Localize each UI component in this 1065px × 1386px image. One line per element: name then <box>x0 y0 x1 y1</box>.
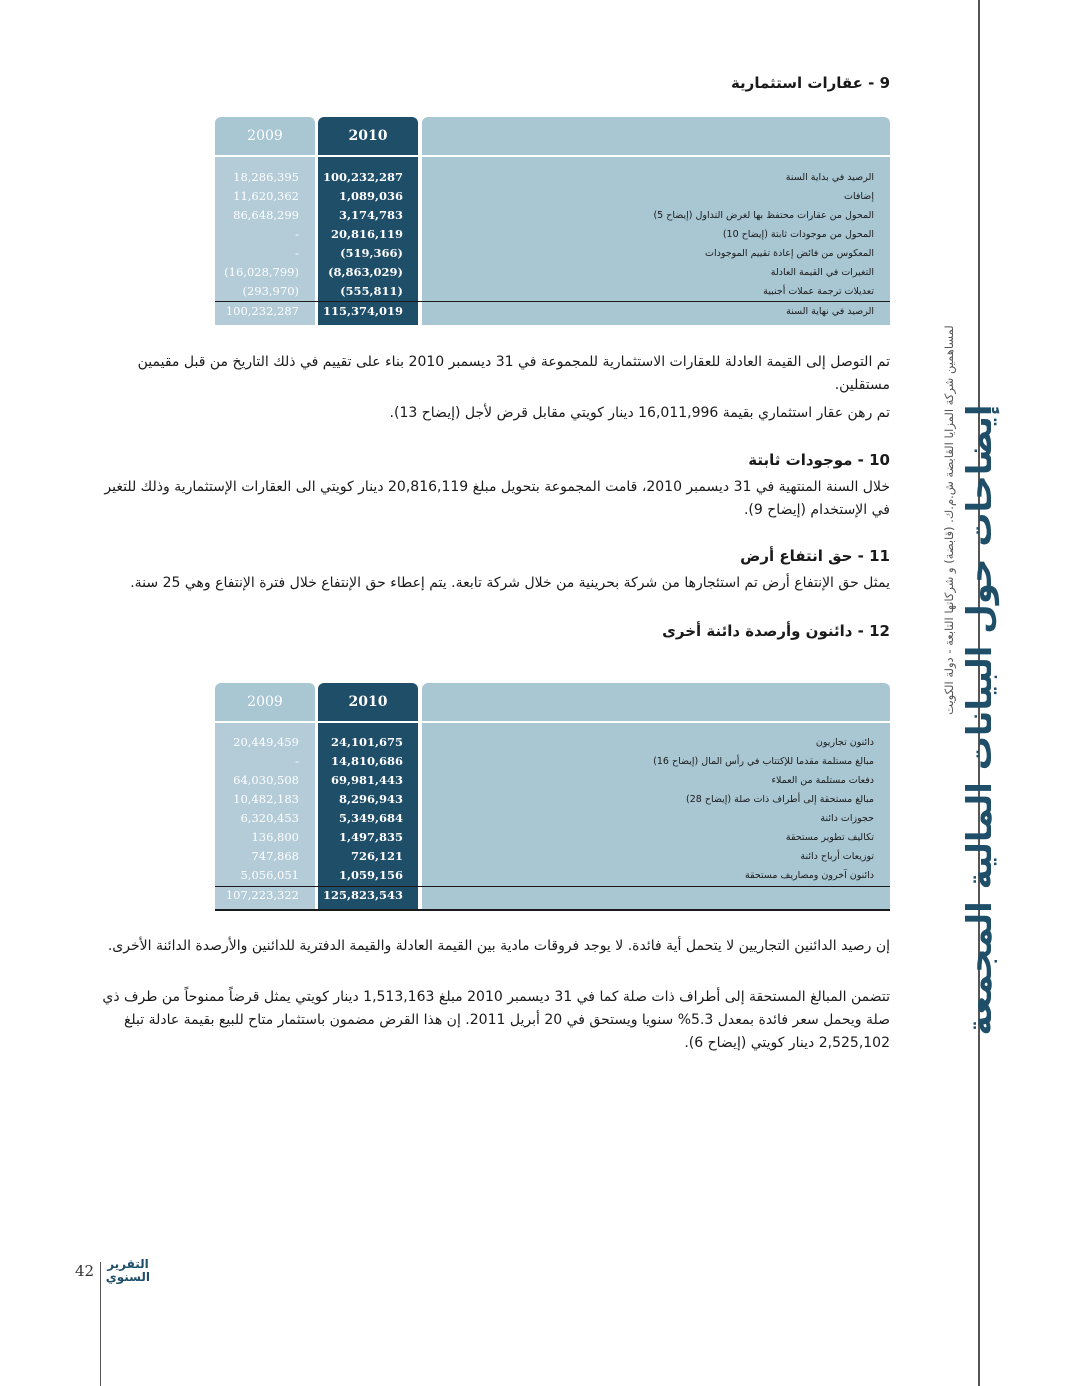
value-2009: - <box>295 227 299 241</box>
value-2009: 747,868 <box>251 849 299 863</box>
row-label: المحول من موجودات ثابتة (إيضاح 10) <box>722 229 874 240</box>
section12-paragraph-2: تتضمن المبالغ المستحقة إلى أطراف ذات صلة كما في 31 ديسمبر 2010 مبلغ 1,513,163 دينار كويتي يمثل قرضاً ممنوحاً من طرف ذي صلة ويحمل سعر فائدة بمعدل 5.3% سنويا ويستحق في 20 أبريل 2011. إن هذا القرض مضمون باستثمار متاح للبيع بقيمة عادلة تبلغ 2,525,102 دينار كويتي (إيضاح 6). <box>102 989 890 1051</box>
table-row <box>215 866 890 885</box>
table-row <box>215 225 890 244</box>
section10-heading: 10 - موجودات ثابتة <box>748 451 890 469</box>
value-2009: 5,056,051 <box>240 868 299 882</box>
col-header-description <box>422 117 890 155</box>
investment-properties-table <box>215 117 890 327</box>
total-2009: 107,223,322 <box>225 888 299 902</box>
value-2009: 11,620,362 <box>233 189 299 203</box>
value-2010: 1,059,156 <box>338 868 403 882</box>
value-2009: (16,028,799) <box>224 265 299 279</box>
row-label: تكاليف تطوير مستحقة <box>785 832 874 843</box>
table-row <box>215 771 890 790</box>
table-row <box>215 263 890 282</box>
row-label: مبالغ مستحقة إلى أطراف ذات صلة (إيضاح 28) <box>686 794 874 805</box>
row-label: المعكوس من فائض إعادة تقييم الموجودات <box>705 248 874 259</box>
row-label: توزيعات أرباح دائنة <box>800 851 874 862</box>
value-2010: 14,810,686 <box>330 754 403 768</box>
value-2010: (555,811) <box>340 284 403 298</box>
logo-text-2: السنوي <box>105 1270 150 1284</box>
footer-divider-line <box>100 1262 101 1386</box>
value-2009: 64,030,508 <box>233 773 299 787</box>
total-2010: 125,823,543 <box>322 888 403 902</box>
value-2010: (8,863,029) <box>328 265 403 279</box>
value-2010: 5,349,684 <box>338 811 403 825</box>
row-label: التغيرات في القيمة العادلة <box>770 267 874 278</box>
col-header-description <box>422 683 890 721</box>
logo-text-1: التقرير <box>107 1257 149 1271</box>
value-2010: 1,089,036 <box>338 189 403 203</box>
value-2010: 726,121 <box>350 849 403 863</box>
row-label: المحول من عقارات محتفظ بها لغرض التداول (إيضاح 5) <box>653 210 874 221</box>
table-bottom-line <box>215 909 890 911</box>
value-2009: 136,800 <box>251 830 299 844</box>
total-2009: 100,232,287 <box>225 304 299 318</box>
table-row <box>215 168 890 187</box>
row-label: دائنون آخرون ومصاريف مستحقة <box>745 870 874 881</box>
col-header-2010: 2010 <box>318 683 418 721</box>
col-header-2009: 2009 <box>215 683 315 721</box>
value-2009: - <box>295 754 299 768</box>
value-2010: 100,232,287 <box>322 170 403 184</box>
value-2009: (293,970) <box>242 284 299 298</box>
payables-table <box>215 683 890 913</box>
value-2010: 69,981,443 <box>330 773 403 787</box>
row-label: دفعات مستلمة من العملاء <box>771 775 874 786</box>
table-row <box>215 733 890 752</box>
table-row <box>215 244 890 263</box>
value-2010: 20,816,119 <box>330 227 403 241</box>
row-label: تعديلات ترجمة عملات أجنبية <box>763 286 874 297</box>
section10-paragraph: خلال السنة المنتهية في 31 ديسمبر 2010، قامت المجموعة بتحويل مبلغ 20,816,119 دينار كويتي الى العقارات الإستثمارية وذلك للتغير في الإستخدام (إيضاح 9). <box>104 479 890 518</box>
total-2010: 115,374,019 <box>322 304 403 318</box>
col-header-2009: 2009 <box>215 117 315 155</box>
table-row <box>215 828 890 847</box>
value-2010: 1,497,835 <box>338 830 403 844</box>
value-2009: 18,286,395 <box>233 170 299 184</box>
section9-paragraph-2: تم رهن عقار استثماري بقيمة 16,011,996 دينار كويتي مقابل قرض لأجل (إيضاح 13). <box>389 405 890 421</box>
table-total-row <box>215 302 890 321</box>
col-header-2010: 2010 <box>318 117 418 155</box>
table-row <box>215 282 890 301</box>
value-2009: 6,320,453 <box>240 811 299 825</box>
table-row <box>215 847 890 866</box>
row-label: الرصيد في بداية السنة <box>785 172 874 183</box>
table-row <box>215 809 890 828</box>
table-row <box>215 206 890 225</box>
section12-heading: 12 - دائنون وأرصدة دائنة أخرى <box>662 622 890 640</box>
value-2009: 20,449,459 <box>233 735 299 749</box>
annual-report-logo <box>106 1258 150 1284</box>
page-number: 42 <box>75 1262 95 1280</box>
table-row <box>215 752 890 771</box>
section9-heading: 9 - عقارات استثمارية <box>730 74 890 92</box>
side-subtitle: لمساهمين شركة المزايا القابضة ش.م.ك. (قابضة) و شركاتها التابعة - دولة الكويت <box>942 325 956 715</box>
value-2010: 8,296,943 <box>338 792 403 806</box>
value-2009: 86,648,299 <box>233 208 299 222</box>
table-row <box>215 790 890 809</box>
section9-paragraph-1: تم التوصل إلى القيمة العادلة للعقارات الاستثمارية للمجموعة في 31 ديسمبر 2010 بناء على تقييم في ذلك التاريخ من قبل مقيمين مستقلين. <box>137 354 890 393</box>
table-total-row <box>215 886 890 905</box>
value-2010: 24,101,675 <box>330 735 403 749</box>
table-row <box>215 187 890 206</box>
section11-paragraph: يمثل حق الإنتفاع أرض تم استئجارها من شركة بحرينية من خلال شركة تابعة. يتم إعطاء حق الإنتفاع خلال فترة الإنتفاع وهي 25 سنة. <box>130 575 890 591</box>
section11-heading: 11 - حق انتفاع أرض <box>740 547 890 565</box>
value-2009: - <box>295 246 299 260</box>
value-2009: 10,482,183 <box>233 792 299 806</box>
row-label: مبالغ مستلمة مقدما للإكتتاب في رأس المال (إيضاح 16) <box>653 756 874 767</box>
row-label: حجوزات دائنة <box>820 813 874 824</box>
total-label: الرصيد في نهاية السنة <box>786 306 874 317</box>
value-2010: (519,366) <box>340 246 403 260</box>
section12-paragraph-1: إن رصيد الدائنين التجاريين لا يتحمل أية فائدة. لا يوجد فروقات مادية بين القيمة العادلة والقيمة الدفترية للدائنين والأرصدة الدائنة الأخرى. <box>107 938 890 954</box>
row-label: دائنون تجاريون <box>815 737 874 748</box>
side-title-text: إيضاحات حول البيانات المالية المجمعة <box>960 404 1000 1036</box>
row-label: إضافات <box>844 191 874 202</box>
value-2010: 3,174,783 <box>338 208 403 222</box>
